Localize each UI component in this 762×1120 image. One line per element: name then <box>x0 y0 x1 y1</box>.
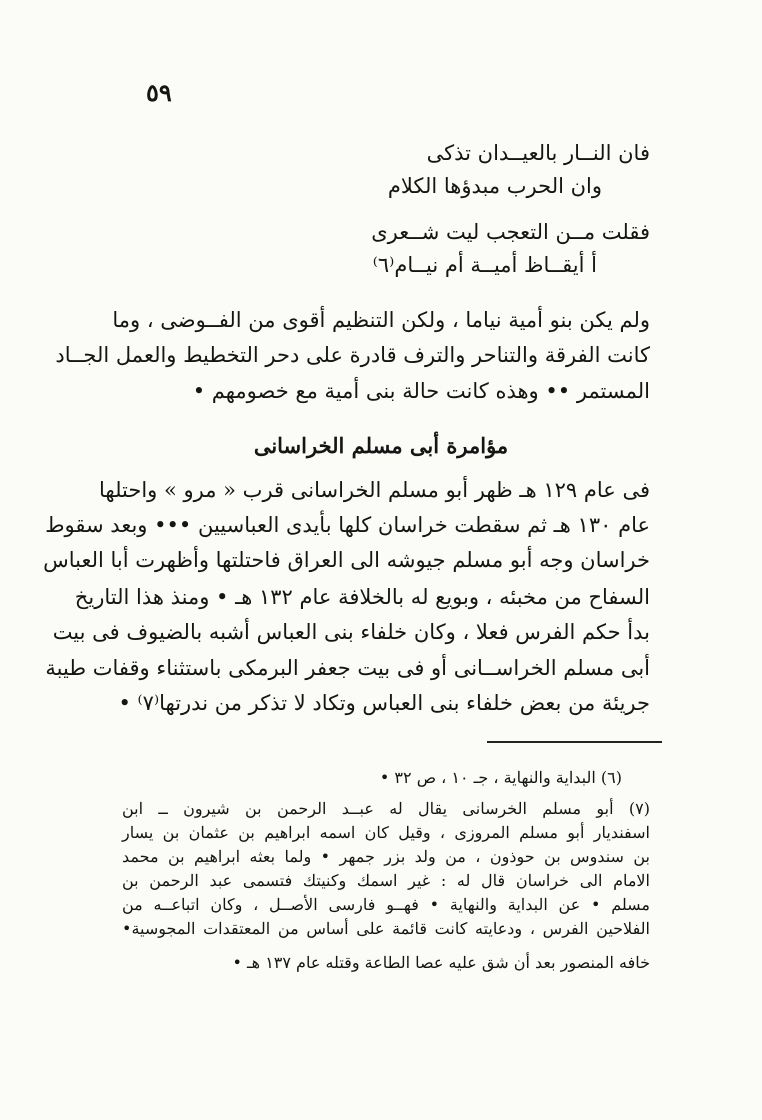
paragraph1-line: ولم يكن بنو أمية نياما ، ولكن التنظيم أقوى من الفــوضى ، وما <box>112 308 650 332</box>
paragraph2-line: عام ١٣٠ هـ ثم سقطت خراسان كلها بأيدى العباسيين ••• وبعد سقوط <box>45 513 650 537</box>
footnote-7-line: الامام الى خراسان قال له : غير اسمك وكنيتك فتسمى عبد الرحمن بن <box>122 871 650 890</box>
footnote-divider <box>487 741 662 743</box>
paragraph2-line: خراسان وجه أبو مسلم جيوشه الى العراق فاحتلتها وأظهرت أبا العباس <box>43 548 650 572</box>
paragraph2-line: فى عام ١٢٩ هـ ظهر أبو مسلم الخراسانى قرب « مرو » واحتلها <box>98 478 650 502</box>
paragraph2-line: جريئة من بعض خلفاء بنى العباس وتكاد لا تذكر من ندرتها⁽٧⁾ • <box>118 691 650 715</box>
poem2-line1: فقلت مــن التعجب ليت شــعرى <box>371 220 650 244</box>
footnote-7-line: بن سندوس بن حوذون ، من ولد بزر جمهر • ولما بعثه ابراهيم بن محمد <box>122 847 650 866</box>
footnote-7-line: (٧) أبو مسلم الخرسانى يقال له عبــد الرحمن بن شيرون ــ ابن <box>122 799 650 818</box>
paragraph2-line: السفاح من مخبئه ، وبويع له بالخلافة عام ١٣٢ هـ • ومنذ هذا التاريخ <box>74 585 650 609</box>
poem2-line2: أ أيقــاظ أميــة أم نيــام⁽٦⁾ <box>372 253 597 277</box>
footnote-7-line: الفلاحين الفرس ، ودعايته كانت قائمة على أساس من المعتقدات المجوسية• <box>122 919 650 938</box>
footnote-6: (٦) البداية والنهاية ، جـ ١٠ ، ص ٣٢ • <box>379 768 622 787</box>
section-heading: مؤامرة أبى مسلم الخراسانى <box>253 433 509 458</box>
page-number: ٥٩ <box>146 78 172 107</box>
poem1-line2: وان الحرب مبدؤها الكلام <box>387 174 602 198</box>
paragraph1-line: كانت الفرقة والتناحر والترف قادرة على دحر التخطيط والعمل الجــاد <box>55 343 650 367</box>
paragraph2-line: أبى مسلم الخراســانى أو فى بيت جعفر البرمكى باستثناء وقفات طيبة <box>45 656 650 680</box>
footnote-7-line: خافه المنصور بعد أن شق عليه عصا الطاعة وقتله عام ١٣٧ هـ • <box>232 953 650 972</box>
footnote-7-line: اسفنديار أبو مسلم المروزى ، وقيل كان اسمه ابراهيم بن عثمان بن يسار <box>122 823 650 842</box>
paragraph1-line: المستمر •• وهذه كانت حالة بنى أمية مع خصومهم • <box>192 379 650 403</box>
poem1-line1: فان النــار بالعيــدان تذكى <box>426 141 650 165</box>
footnote-7-line: مسلم • عن البداية والنهاية • فهــو فارسى الأصــل ، وكان اتباعــه من <box>122 895 650 914</box>
paragraph2-line: بدأ حكم الفرس فعلا ، وكان خلفاء بنى العباس أشبه بالضيوف فى بيت <box>52 620 650 644</box>
